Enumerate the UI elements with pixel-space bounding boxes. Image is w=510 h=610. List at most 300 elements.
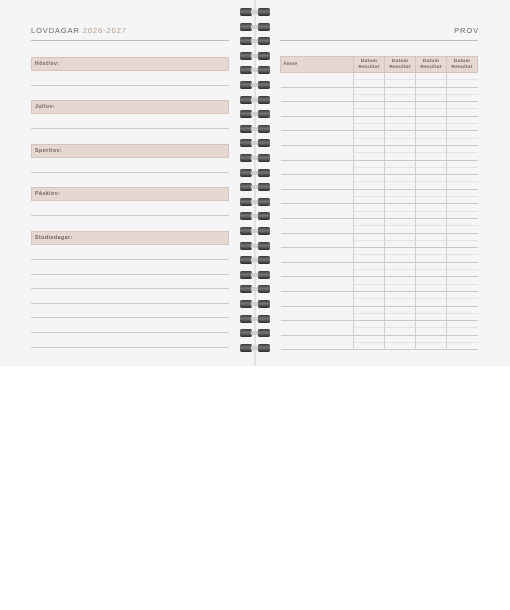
result-cell[interactable] (447, 226, 478, 233)
subject-cell[interactable] (281, 291, 354, 298)
spiral-coil (240, 154, 270, 162)
subject-cell[interactable] (281, 262, 354, 269)
result-cell[interactable] (385, 313, 416, 320)
table-row (281, 342, 478, 349)
spiral-coil (240, 329, 270, 337)
table-row (281, 131, 478, 138)
date-cell[interactable] (416, 175, 447, 182)
spiral-coil (240, 125, 270, 133)
result-cell[interactable] (385, 138, 416, 145)
subject-cell[interactable] (281, 328, 354, 335)
result-cell[interactable] (447, 255, 478, 262)
date-cell[interactable] (416, 189, 447, 196)
spiral-coil (240, 110, 270, 118)
table-row (281, 182, 478, 189)
writing-line[interactable] (31, 347, 229, 348)
date-cell[interactable] (354, 335, 385, 342)
subject-cell[interactable] (281, 270, 354, 277)
table-row (281, 270, 478, 277)
date-cell[interactable] (447, 87, 478, 94)
writing-line[interactable] (31, 215, 229, 216)
holiday-section (31, 187, 229, 201)
result-cell[interactable] (354, 124, 385, 131)
date-cell[interactable] (354, 291, 385, 298)
date-cell[interactable] (385, 218, 416, 225)
exam-table (280, 56, 478, 350)
date-cell[interactable] (447, 321, 478, 328)
spiral-coil (240, 52, 270, 60)
result-cell[interactable] (447, 80, 478, 87)
subject-cell[interactable] (281, 189, 354, 196)
coil-part (258, 242, 270, 250)
result-cell[interactable] (447, 328, 478, 335)
subject-cell[interactable] (281, 116, 354, 123)
coil-part (258, 198, 270, 206)
table-row (281, 328, 478, 335)
table-row (281, 277, 478, 284)
result-cell[interactable] (354, 284, 385, 291)
table-row (281, 189, 478, 196)
spiral-coil (240, 37, 270, 45)
result-cell[interactable] (354, 328, 385, 335)
coil-part (258, 66, 270, 74)
date-cell[interactable] (354, 204, 385, 211)
date-cell[interactable] (447, 73, 478, 80)
result-cell[interactable] (447, 342, 478, 349)
spiral-coil (240, 81, 270, 89)
coil-part (258, 344, 270, 352)
holiday-section (31, 144, 229, 158)
date-label: Datum (391, 58, 409, 64)
writing-line[interactable] (31, 303, 229, 304)
date-cell[interactable] (385, 189, 416, 196)
spiral-coil (240, 23, 270, 31)
date-cell[interactable] (447, 131, 478, 138)
date-cell[interactable] (354, 145, 385, 152)
date-cell[interactable] (447, 175, 478, 182)
subject-cell[interactable] (281, 204, 354, 211)
date-cell[interactable] (385, 204, 416, 211)
result-cell[interactable] (354, 167, 385, 174)
writing-line[interactable] (31, 128, 229, 129)
date-cell[interactable] (385, 233, 416, 240)
result-cell[interactable] (447, 197, 478, 204)
table-row (281, 284, 478, 291)
table-row (281, 211, 478, 218)
result-cell[interactable] (385, 197, 416, 204)
result-cell[interactable] (354, 109, 385, 116)
coil-part (258, 315, 270, 323)
result-cell[interactable] (385, 182, 416, 189)
date-cell[interactable] (416, 233, 447, 240)
spiral-coil (240, 183, 270, 191)
table-row (281, 335, 478, 342)
result-label: Resultat (389, 64, 411, 70)
date-cell[interactable] (447, 233, 478, 240)
holiday-section (31, 57, 229, 71)
result-cell[interactable] (447, 313, 478, 320)
date-cell[interactable] (416, 335, 447, 342)
spiral-coil (240, 300, 270, 308)
date-cell[interactable] (385, 160, 416, 167)
date-cell[interactable] (385, 321, 416, 328)
subject-cell[interactable] (281, 342, 354, 349)
date-cell[interactable] (447, 145, 478, 152)
table-row (281, 153, 478, 160)
result-cell[interactable] (354, 211, 385, 218)
date-cell[interactable] (447, 204, 478, 211)
table-row (281, 175, 478, 182)
result-cell[interactable] (416, 270, 447, 277)
writing-line[interactable] (31, 85, 229, 86)
date-cell[interactable] (385, 87, 416, 94)
result-cell[interactable] (385, 284, 416, 291)
table-row (281, 197, 478, 204)
result-cell[interactable] (416, 313, 447, 320)
subject-cell[interactable] (281, 226, 354, 233)
date-cell[interactable] (416, 248, 447, 255)
result-cell[interactable] (416, 226, 447, 233)
date-cell[interactable] (354, 233, 385, 240)
holiday-section (31, 100, 229, 114)
date-cell[interactable] (447, 291, 478, 298)
result-cell[interactable] (447, 94, 478, 101)
spiral-coil (240, 96, 270, 104)
date-cell[interactable] (354, 160, 385, 167)
exam-table-wrapper (280, 56, 478, 350)
subject-header: Ämne (281, 57, 354, 73)
date-cell[interactable] (354, 175, 385, 182)
date-cell[interactable] (447, 116, 478, 123)
date-cell[interactable] (447, 102, 478, 109)
right-page-header (454, 26, 479, 35)
table-row (281, 299, 478, 306)
spiral-coil (240, 256, 270, 264)
date-cell[interactable] (354, 102, 385, 109)
date-cell[interactable] (416, 102, 447, 109)
result-cell[interactable] (385, 270, 416, 277)
result-cell[interactable] (385, 328, 416, 335)
result-cell[interactable] (354, 226, 385, 233)
result-cell[interactable] (354, 138, 385, 145)
subject-cell[interactable] (281, 73, 354, 80)
result-cell[interactable] (354, 240, 385, 247)
date-cell[interactable] (385, 102, 416, 109)
result-cell[interactable] (416, 109, 447, 116)
table-row (281, 145, 478, 152)
table-row (281, 204, 478, 211)
spiral-coil (240, 227, 270, 235)
result-cell[interactable] (385, 226, 416, 233)
table-row (281, 321, 478, 328)
result-cell[interactable] (447, 270, 478, 277)
date-cell[interactable] (416, 116, 447, 123)
left-page-header (31, 26, 127, 35)
coil-part (258, 81, 270, 89)
table-row (281, 80, 478, 87)
date-cell[interactable] (385, 73, 416, 80)
subject-cell[interactable] (281, 313, 354, 320)
result-cell[interactable] (447, 182, 478, 189)
holiday-section-label: Jullov: (31, 100, 229, 114)
date-cell[interactable] (385, 175, 416, 182)
coil-part (258, 96, 270, 104)
subject-cell[interactable] (281, 167, 354, 174)
subject-cell[interactable] (281, 335, 354, 342)
table-row (281, 87, 478, 94)
result-cell[interactable] (416, 153, 447, 160)
date-label: Datum (422, 58, 440, 64)
holiday-section-label: Höstlov: (31, 57, 229, 71)
date-cell[interactable] (447, 262, 478, 269)
subject-cell[interactable] (281, 80, 354, 87)
result-cell[interactable] (416, 328, 447, 335)
coil-part (258, 256, 270, 264)
left-page-title: LOVDAGAR (31, 26, 80, 35)
date-cell[interactable] (416, 306, 447, 313)
table-row (281, 306, 478, 313)
table-row (281, 255, 478, 262)
table-row (281, 94, 478, 101)
subject-cell[interactable] (281, 197, 354, 204)
writing-line[interactable] (31, 332, 229, 333)
date-cell[interactable] (416, 73, 447, 80)
left-header-rule (31, 40, 229, 41)
coil-part (258, 125, 270, 133)
subject-cell[interactable] (281, 160, 354, 167)
subject-cell[interactable] (281, 255, 354, 262)
date-cell[interactable] (354, 218, 385, 225)
result-cell[interactable] (416, 182, 447, 189)
subject-cell[interactable] (281, 153, 354, 160)
date-cell[interactable] (447, 160, 478, 167)
result-cell[interactable] (354, 182, 385, 189)
result-cell[interactable] (385, 124, 416, 131)
date-cell[interactable] (385, 116, 416, 123)
result-cell[interactable] (354, 270, 385, 277)
date-cell[interactable] (354, 116, 385, 123)
subject-cell[interactable] (281, 306, 354, 313)
date-cell[interactable] (447, 335, 478, 342)
date-cell[interactable] (385, 248, 416, 255)
date-cell[interactable] (385, 262, 416, 269)
result-cell[interactable] (385, 342, 416, 349)
table-row (281, 226, 478, 233)
result-cell[interactable] (447, 124, 478, 131)
result-cell[interactable] (447, 299, 478, 306)
subject-cell[interactable] (281, 109, 354, 116)
writing-line[interactable] (31, 288, 229, 289)
date-result-header (354, 57, 385, 73)
result-cell[interactable] (354, 94, 385, 101)
coil-part (258, 52, 270, 60)
result-cell[interactable] (385, 109, 416, 116)
date-cell[interactable] (416, 321, 447, 328)
result-cell[interactable] (447, 240, 478, 247)
date-cell[interactable] (447, 189, 478, 196)
table-row (281, 102, 478, 109)
result-cell[interactable] (385, 167, 416, 174)
date-cell[interactable] (354, 277, 385, 284)
result-cell[interactable] (416, 167, 447, 174)
spiral-coil (240, 285, 270, 293)
date-cell[interactable] (354, 262, 385, 269)
coil-part (258, 227, 270, 235)
date-cell[interactable] (416, 160, 447, 167)
date-cell[interactable] (385, 131, 416, 138)
result-cell[interactable] (416, 94, 447, 101)
date-cell[interactable] (416, 218, 447, 225)
result-cell[interactable] (416, 299, 447, 306)
writing-line[interactable] (31, 259, 229, 260)
result-cell[interactable] (385, 299, 416, 306)
subject-cell[interactable] (281, 299, 354, 306)
date-cell[interactable] (447, 306, 478, 313)
table-row (281, 124, 478, 131)
date-result-header (385, 57, 416, 73)
subject-cell[interactable] (281, 182, 354, 189)
date-cell[interactable] (385, 277, 416, 284)
subject-cell[interactable] (281, 131, 354, 138)
date-result-header (447, 57, 478, 73)
subject-cell[interactable] (281, 233, 354, 240)
subject-cell[interactable] (281, 124, 354, 131)
result-cell[interactable] (416, 342, 447, 349)
subject-cell[interactable] (281, 218, 354, 225)
subject-cell[interactable] (281, 240, 354, 247)
holiday-section-label: Studiedagar: (31, 231, 229, 245)
date-cell[interactable] (354, 87, 385, 94)
result-cell[interactable] (354, 153, 385, 160)
table-bottom-rule (281, 350, 478, 351)
subject-cell[interactable] (281, 94, 354, 101)
table-row (281, 167, 478, 174)
date-cell[interactable] (416, 87, 447, 94)
result-cell[interactable] (447, 167, 478, 174)
result-cell[interactable] (354, 255, 385, 262)
result-cell[interactable] (416, 284, 447, 291)
result-cell[interactable] (416, 255, 447, 262)
table-row (281, 138, 478, 145)
result-cell[interactable] (385, 153, 416, 160)
coil-part (258, 139, 270, 147)
date-cell[interactable] (416, 204, 447, 211)
date-cell[interactable] (385, 335, 416, 342)
subject-cell[interactable] (281, 277, 354, 284)
date-cell[interactable] (416, 262, 447, 269)
result-cell[interactable] (385, 94, 416, 101)
result-cell[interactable] (354, 342, 385, 349)
date-cell[interactable] (354, 189, 385, 196)
date-cell[interactable] (416, 131, 447, 138)
date-cell[interactable] (385, 306, 416, 313)
date-cell[interactable] (354, 248, 385, 255)
result-label: Resultat (420, 64, 442, 70)
result-cell[interactable] (416, 240, 447, 247)
date-cell[interactable] (354, 321, 385, 328)
result-cell[interactable] (385, 211, 416, 218)
subject-cell[interactable] (281, 102, 354, 109)
result-cell[interactable] (416, 197, 447, 204)
subject-cell[interactable] (281, 248, 354, 255)
date-cell[interactable] (385, 291, 416, 298)
holiday-section-label: Sportlov: (31, 144, 229, 158)
result-cell[interactable] (385, 240, 416, 247)
spiral-coil (240, 8, 270, 16)
subject-cell[interactable] (281, 87, 354, 94)
coil-part (258, 212, 270, 220)
date-cell[interactable] (416, 145, 447, 152)
result-cell[interactable] (385, 80, 416, 87)
writing-line[interactable] (31, 274, 229, 275)
spiral-coil (240, 66, 270, 74)
writing-line[interactable] (31, 317, 229, 318)
result-cell[interactable] (354, 299, 385, 306)
date-label: Datum (360, 58, 378, 64)
date-cell[interactable] (416, 291, 447, 298)
coil-part (258, 300, 270, 308)
subject-cell[interactable] (281, 211, 354, 218)
result-cell[interactable] (354, 197, 385, 204)
table-row (281, 73, 478, 80)
result-cell[interactable] (416, 80, 447, 87)
date-cell[interactable] (447, 218, 478, 225)
spiral-coil (240, 198, 270, 206)
subject-cell[interactable] (281, 175, 354, 182)
subject-cell[interactable] (281, 145, 354, 152)
left-page-year: 2026-2027 (82, 26, 127, 35)
date-cell[interactable] (416, 277, 447, 284)
date-cell[interactable] (354, 131, 385, 138)
date-cell[interactable] (447, 277, 478, 284)
coil-part (258, 23, 270, 31)
spiral-coil (240, 242, 270, 250)
table-row (281, 240, 478, 247)
result-cell[interactable] (354, 313, 385, 320)
subject-cell[interactable] (281, 321, 354, 328)
result-cell[interactable] (416, 211, 447, 218)
result-cell[interactable] (385, 255, 416, 262)
result-cell[interactable] (447, 109, 478, 116)
right-header-rule (280, 40, 478, 41)
coil-part (258, 154, 270, 162)
spiral-coil (240, 344, 270, 352)
coil-part (258, 285, 270, 293)
date-cell[interactable] (447, 248, 478, 255)
date-cell[interactable] (385, 145, 416, 152)
table-row (281, 109, 478, 116)
result-cell[interactable] (354, 80, 385, 87)
date-cell[interactable] (354, 306, 385, 313)
table-row (281, 218, 478, 225)
coil-part (258, 183, 270, 191)
date-result-header (416, 57, 447, 73)
spiral-coil (240, 271, 270, 279)
coil-part (258, 271, 270, 279)
result-cell[interactable] (447, 284, 478, 291)
exam-table-body (281, 73, 478, 351)
subject-cell[interactable] (281, 284, 354, 291)
result-cell[interactable] (447, 153, 478, 160)
result-cell[interactable] (447, 211, 478, 218)
coil-part (258, 8, 270, 16)
writing-line[interactable] (31, 172, 229, 173)
result-cell[interactable] (447, 138, 478, 145)
result-cell[interactable] (416, 124, 447, 131)
subject-cell[interactable] (281, 138, 354, 145)
date-cell[interactable] (354, 73, 385, 80)
result-cell[interactable] (416, 138, 447, 145)
